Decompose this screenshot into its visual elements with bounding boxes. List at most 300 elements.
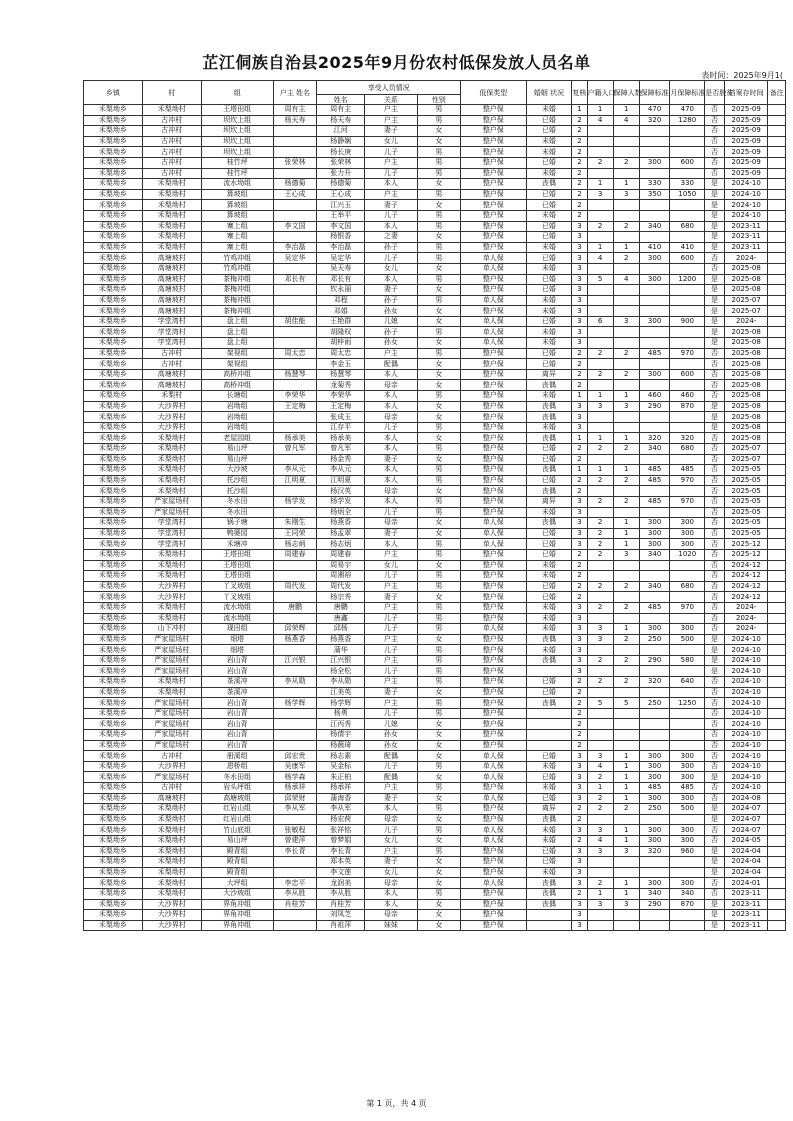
table-row bbox=[84, 867, 786, 878]
table-cell: 茶梅冲组 bbox=[201, 274, 273, 285]
table-cell: 冬水田 bbox=[201, 496, 273, 507]
table-cell bbox=[613, 412, 639, 423]
table-cell: 杨学森 bbox=[273, 772, 317, 783]
table-cell: 1 bbox=[613, 835, 639, 846]
table-cell: 男 bbox=[417, 539, 461, 550]
table-cell bbox=[768, 698, 786, 709]
table-cell: 否 bbox=[705, 348, 725, 359]
table-cell: 儿子 bbox=[365, 147, 417, 158]
table-cell: 2 bbox=[587, 804, 613, 815]
table-cell bbox=[768, 878, 786, 889]
table-cell: 1020 bbox=[670, 549, 705, 560]
table-cell bbox=[670, 454, 705, 465]
table-cell: 2025-08 bbox=[724, 348, 768, 359]
table-cell: 严家屋场村 bbox=[142, 730, 201, 741]
table-cell: 母亲 bbox=[365, 412, 417, 423]
table-cell bbox=[639, 200, 670, 211]
table-cell: 儿子 bbox=[365, 253, 417, 264]
table-row bbox=[84, 751, 786, 762]
table-cell: 2 bbox=[587, 528, 613, 539]
table-row bbox=[84, 422, 786, 433]
table-cell: 恩桥组 bbox=[201, 761, 273, 772]
table-cell: 2 bbox=[587, 496, 613, 507]
table-cell bbox=[613, 571, 639, 582]
table-cell: 2024-07 bbox=[724, 825, 768, 836]
table-cell bbox=[670, 719, 705, 730]
table-cell bbox=[273, 168, 317, 179]
table-cell: 大沙界村 bbox=[142, 581, 201, 592]
table-cell: 870 bbox=[670, 899, 705, 910]
table-cell: 3 bbox=[572, 624, 587, 635]
table-cell bbox=[587, 380, 613, 391]
table-cell: 1 bbox=[613, 793, 639, 804]
table-cell: 肖祖萍 bbox=[317, 920, 365, 931]
table-cell: 整户保 bbox=[461, 560, 526, 571]
table-cell: 单人保 bbox=[461, 539, 526, 550]
table-cell: 男 bbox=[417, 168, 461, 179]
table-cell: 340 bbox=[639, 549, 670, 560]
header-standard: 保障标准 bbox=[639, 81, 670, 105]
table-cell bbox=[768, 560, 786, 571]
table-cell bbox=[639, 571, 670, 582]
table-cell: 易山坪 bbox=[201, 444, 273, 455]
table-cell: 坝坎上组 bbox=[201, 126, 273, 137]
table-cell bbox=[273, 486, 317, 497]
roster-table bbox=[83, 80, 786, 931]
table-cell: 禾梨坳乡 bbox=[84, 899, 143, 910]
table-cell bbox=[768, 221, 786, 232]
table-cell: 未婚 bbox=[526, 825, 572, 836]
table-cell: 离异 bbox=[526, 369, 572, 380]
table-cell: 禾梨坳乡 bbox=[84, 624, 143, 635]
table-cell: 高塘坡村 bbox=[142, 253, 201, 264]
table-cell bbox=[639, 867, 670, 878]
table-cell: 本人 bbox=[365, 539, 417, 550]
table-cell: 整户保 bbox=[461, 444, 526, 455]
table-cell: 男 bbox=[417, 105, 461, 116]
table-cell: 李从勋 bbox=[273, 677, 317, 688]
table-cell: 母亲 bbox=[365, 814, 417, 825]
table-cell bbox=[273, 560, 317, 571]
table-cell: 3 bbox=[587, 846, 613, 857]
table-row bbox=[84, 359, 786, 370]
table-cell: 1200 bbox=[670, 274, 705, 285]
table-cell bbox=[273, 327, 317, 338]
table-cell: 整户保 bbox=[461, 687, 526, 698]
table-cell: 2025-08 bbox=[724, 433, 768, 444]
table-cell: 2 bbox=[572, 444, 587, 455]
table-cell: 4 bbox=[587, 115, 613, 126]
table-cell: 禾梨坳乡 bbox=[84, 793, 143, 804]
table-cell: 孙女 bbox=[365, 306, 417, 317]
table-cell: 本人 bbox=[365, 496, 417, 507]
table-cell: 1 bbox=[613, 433, 639, 444]
table-cell: 否 bbox=[705, 613, 725, 624]
table-cell: 禾梨坳乡 bbox=[84, 348, 143, 359]
table-cell: 已婚 bbox=[526, 221, 572, 232]
table-cell: 单人保 bbox=[461, 263, 526, 274]
table-cell: 配偶 bbox=[365, 772, 417, 783]
table-cell: 整户保 bbox=[461, 507, 526, 518]
table-cell: 孙女 bbox=[365, 730, 417, 741]
table-cell bbox=[613, 126, 639, 137]
table-cell: 2023-11 bbox=[724, 910, 768, 921]
table-cell: 2024-10 bbox=[724, 210, 768, 221]
table-row bbox=[84, 253, 786, 264]
table-cell: 单人保 bbox=[461, 338, 526, 349]
table-cell: 否 bbox=[705, 369, 725, 380]
table-row bbox=[84, 232, 786, 243]
table-cell: 吴天寿 bbox=[317, 263, 365, 274]
table-cell: 未婚 bbox=[526, 306, 572, 317]
table-cell: 周湘裕 bbox=[317, 571, 365, 582]
table-cell: 2024-10 bbox=[724, 708, 768, 719]
table-cell: 2025-08 bbox=[724, 369, 768, 380]
table-row bbox=[84, 380, 786, 391]
table-cell: 3 bbox=[572, 867, 587, 878]
table-cell: 禾梨坳乡 bbox=[84, 200, 143, 211]
table-cell: 禾梨坳村 bbox=[142, 878, 201, 889]
table-cell bbox=[613, 740, 639, 751]
table-cell: 1 bbox=[613, 179, 639, 190]
table-cell: 2024-10 bbox=[724, 655, 768, 666]
table-cell: 邱宏贵 bbox=[273, 751, 317, 762]
table-cell: 整户保 bbox=[461, 274, 526, 285]
table-cell bbox=[768, 475, 786, 486]
table-cell: 2 bbox=[613, 677, 639, 688]
table-cell: 否 bbox=[705, 560, 725, 571]
table-cell bbox=[670, 814, 705, 825]
table-cell: 2 bbox=[572, 592, 587, 603]
table-cell: 禾梨坳乡 bbox=[84, 708, 143, 719]
table-cell: 本人 bbox=[365, 899, 417, 910]
table-cell: 2 bbox=[587, 157, 613, 168]
table-cell: 2024-12 bbox=[724, 560, 768, 571]
table-cell: 否 bbox=[705, 168, 725, 179]
table-cell: 周有主 bbox=[317, 105, 365, 116]
table-cell: 3 bbox=[572, 666, 587, 677]
table-cell: 禾梨坳村 bbox=[142, 867, 201, 878]
table-cell: 1 bbox=[613, 242, 639, 253]
table-cell: 485 bbox=[670, 465, 705, 476]
table-cell bbox=[613, 136, 639, 147]
table-cell: 2025-08 bbox=[724, 327, 768, 338]
table-cell: 禾梨坳乡 bbox=[84, 592, 143, 603]
table-cell: 禾梨坳乡 bbox=[84, 677, 143, 688]
table-cell: 是 bbox=[705, 401, 725, 412]
table-cell: 3 bbox=[587, 899, 613, 910]
table-cell: 男 bbox=[417, 846, 461, 857]
table-cell: 岩头坪组 bbox=[201, 783, 273, 794]
table-cell: 李忠平 bbox=[273, 878, 317, 889]
table-cell: 3 bbox=[572, 306, 587, 317]
table-cell: 杨慧琴 bbox=[273, 369, 317, 380]
table-cell: 单人保 bbox=[461, 772, 526, 783]
table-cell bbox=[768, 910, 786, 921]
table-cell: 周代发 bbox=[273, 581, 317, 592]
table-cell: 2 bbox=[613, 369, 639, 380]
table-cell: 整户保 bbox=[461, 412, 526, 423]
table-cell: 禾梨坳村 bbox=[142, 846, 201, 857]
table-cell bbox=[613, 730, 639, 741]
table-cell: 竹山底组 bbox=[201, 825, 273, 836]
table-cell bbox=[273, 126, 317, 137]
table-cell: 960 bbox=[670, 846, 705, 857]
table-cell: 3 bbox=[572, 793, 587, 804]
table-cell: 男 bbox=[417, 804, 461, 815]
table-cell: 禾梨坳村 bbox=[142, 242, 201, 253]
table-cell: 李荣华 bbox=[317, 391, 365, 402]
table-cell: 孙子 bbox=[365, 242, 417, 253]
table-cell: 是 bbox=[705, 857, 725, 868]
table-cell bbox=[613, 232, 639, 243]
table-cell: 3 bbox=[572, 232, 587, 243]
table-cell bbox=[587, 338, 613, 349]
table-cell: 儿子 bbox=[365, 168, 417, 179]
table-cell: 2 bbox=[572, 719, 587, 730]
table-cell bbox=[273, 592, 317, 603]
table-cell: 男 bbox=[417, 677, 461, 688]
table-row bbox=[84, 857, 786, 868]
table-cell: 整户保 bbox=[461, 814, 526, 825]
table-cell: 吴定华 bbox=[317, 253, 365, 264]
table-cell: 李从胜 bbox=[273, 888, 317, 899]
table-cell: 1 bbox=[587, 433, 613, 444]
table-cell bbox=[768, 751, 786, 762]
table-cell: 张祥铭 bbox=[317, 825, 365, 836]
table-cell: 禾梨坳乡 bbox=[84, 740, 143, 751]
table-cell: 整户保 bbox=[461, 126, 526, 137]
table-cell: 2 bbox=[587, 518, 613, 529]
table-cell: 盘上组 bbox=[201, 338, 273, 349]
table-cell: 300 bbox=[639, 793, 670, 804]
table-cell: 女儿 bbox=[365, 560, 417, 571]
table-cell bbox=[613, 910, 639, 921]
table-cell: 3 bbox=[572, 645, 587, 656]
table-row bbox=[84, 475, 786, 486]
table-cell: 禾梨坳乡 bbox=[84, 295, 143, 306]
table-cell: 杨燕香 bbox=[317, 518, 365, 529]
table-cell: 320 bbox=[639, 433, 670, 444]
table-cell: 整户保 bbox=[461, 391, 526, 402]
table-cell: 刘凤芝 bbox=[317, 910, 365, 921]
table-row bbox=[84, 105, 786, 116]
table-cell: 户主 bbox=[365, 115, 417, 126]
table-cell bbox=[587, 910, 613, 921]
table-cell: 算坡组 bbox=[201, 189, 273, 200]
table-cell: 禾梨坳村 bbox=[142, 475, 201, 486]
table-cell: 2025-05 bbox=[724, 486, 768, 497]
table-cell: 禾梨坳乡 bbox=[84, 327, 143, 338]
table-cell: 禾梨坳乡 bbox=[84, 422, 143, 433]
table-cell: 300 bbox=[639, 751, 670, 762]
table-cell: 500 bbox=[670, 804, 705, 815]
table-cell: 2 bbox=[572, 200, 587, 211]
table-cell: 340 bbox=[670, 888, 705, 899]
table-cell: 单人保 bbox=[461, 295, 526, 306]
table-cell: 杨银香 bbox=[317, 232, 365, 243]
table-cell: 王艳群 bbox=[317, 316, 365, 327]
table-cell: 1 bbox=[613, 624, 639, 635]
table-cell bbox=[670, 306, 705, 317]
table-cell: 李从军 bbox=[273, 804, 317, 815]
table-cell: 单人保 bbox=[461, 751, 526, 762]
table-cell: 是 bbox=[705, 910, 725, 921]
header-gender: 性别 bbox=[417, 95, 461, 105]
table-cell bbox=[670, 232, 705, 243]
table-cell: 300 bbox=[639, 878, 670, 889]
table-cell: 2 bbox=[587, 602, 613, 613]
table-cell: 3 bbox=[587, 825, 613, 836]
table-cell: 胡佳能 bbox=[273, 316, 317, 327]
table-cell: 儿媳 bbox=[365, 316, 417, 327]
table-cell: 2 bbox=[587, 793, 613, 804]
table-cell: 1250 bbox=[670, 698, 705, 709]
table-cell bbox=[587, 147, 613, 158]
table-cell: 2 bbox=[587, 539, 613, 550]
table-cell bbox=[768, 783, 786, 794]
table-cell: 3 bbox=[572, 412, 587, 423]
table-cell: 2024-12 bbox=[724, 581, 768, 592]
table-cell: 2023-11 bbox=[724, 899, 768, 910]
table-cell bbox=[273, 920, 317, 931]
table-cell bbox=[768, 285, 786, 296]
table-cell: 整户保 bbox=[461, 105, 526, 116]
table-cell: 单人保 bbox=[461, 825, 526, 836]
table-cell: 350 bbox=[639, 189, 670, 200]
table-cell bbox=[587, 126, 613, 137]
table-cell: 否 bbox=[705, 581, 725, 592]
table-cell bbox=[768, 274, 786, 285]
table-cell: 整户保 bbox=[461, 179, 526, 190]
table-cell bbox=[639, 295, 670, 306]
table-cell: 未婚 bbox=[526, 867, 572, 878]
table-cell: 2 bbox=[572, 804, 587, 815]
table-cell: 2024- bbox=[724, 253, 768, 264]
table-cell: 架视组 bbox=[201, 359, 273, 370]
table-cell: 已婚 bbox=[526, 348, 572, 359]
table-cell: 2025-05 bbox=[724, 465, 768, 476]
table-cell: 古冲村 bbox=[142, 783, 201, 794]
table-cell: 是 bbox=[705, 804, 725, 815]
table-cell: 整户保 bbox=[461, 136, 526, 147]
table-cell bbox=[670, 740, 705, 751]
table-cell: 红岩山组 bbox=[201, 814, 273, 825]
table-cell bbox=[587, 708, 613, 719]
table-cell: 300 bbox=[670, 835, 705, 846]
table-cell: 2023-11 bbox=[724, 242, 768, 253]
table-cell: 3 bbox=[587, 624, 613, 635]
table-cell: 大沙界村 bbox=[142, 412, 201, 423]
table-cell: 3 bbox=[572, 338, 587, 349]
table-cell: 485 bbox=[670, 783, 705, 794]
table-cell: 是 bbox=[705, 210, 725, 221]
table-cell: 250 bbox=[639, 634, 670, 645]
table-cell: 杨学发 bbox=[273, 496, 317, 507]
table-cell: 丫叉坡组 bbox=[201, 592, 273, 603]
table-cell: 2025-12 bbox=[724, 549, 768, 560]
table-cell: 男 bbox=[417, 444, 461, 455]
header-monthly: 月保障标准 bbox=[670, 81, 705, 105]
table-cell: 禾梨坳村 bbox=[142, 433, 201, 444]
table-cell: 2 bbox=[572, 189, 587, 200]
table-cell: 2024-10 bbox=[724, 783, 768, 794]
table-cell bbox=[768, 179, 786, 190]
table-cell: 300 bbox=[670, 528, 705, 539]
table-cell: 杨长庚 bbox=[317, 147, 365, 158]
table-cell: 已婚 bbox=[526, 115, 572, 126]
table-cell: 李从勋 bbox=[317, 677, 365, 688]
table-cell bbox=[639, 210, 670, 221]
table-cell: 整户保 bbox=[461, 242, 526, 253]
table-cell: 否 bbox=[705, 486, 725, 497]
table-cell: 3 bbox=[613, 846, 639, 857]
table-cell: 王举平 bbox=[317, 210, 365, 221]
table-cell: 王定梅 bbox=[317, 401, 365, 412]
table-cell: 整户保 bbox=[461, 549, 526, 560]
table-cell: 周太忠 bbox=[273, 348, 317, 359]
table-cell: 3 bbox=[572, 528, 587, 539]
table-cell: 1 bbox=[613, 518, 639, 529]
table-cell: 禾梨坳乡 bbox=[84, 539, 143, 550]
table-cell: 已婚 bbox=[526, 549, 572, 560]
table-cell: 3 bbox=[572, 253, 587, 264]
table-cell bbox=[613, 200, 639, 211]
table-cell bbox=[613, 920, 639, 931]
table-cell: 是 bbox=[705, 200, 725, 211]
table-cell bbox=[639, 560, 670, 571]
table-cell: 茶梅冲组 bbox=[201, 306, 273, 317]
table-cell: 已婚 bbox=[526, 539, 572, 550]
table-row bbox=[84, 666, 786, 677]
table-cell: 学堂湾村 bbox=[142, 518, 201, 529]
table-cell: 禾梨坳乡 bbox=[84, 730, 143, 741]
table-cell: 整户保 bbox=[461, 666, 526, 677]
table-cell: 单人保 bbox=[461, 878, 526, 889]
table-cell: 2025-08 bbox=[724, 274, 768, 285]
table-cell: 1 bbox=[572, 391, 587, 402]
table-cell: 整户保 bbox=[461, 581, 526, 592]
header-type: 低保类型 bbox=[461, 81, 526, 105]
table-cell: 6 bbox=[587, 316, 613, 327]
table-cell: 3 bbox=[572, 518, 587, 529]
table-cell: 丧偶 bbox=[526, 698, 572, 709]
table-cell bbox=[639, 285, 670, 296]
table-cell: 禾梨坳乡 bbox=[84, 613, 143, 624]
table-cell: 丧偶 bbox=[526, 634, 572, 645]
table-cell: 孙子 bbox=[365, 327, 417, 338]
table-cell: 2 bbox=[613, 634, 639, 645]
table-cell: 禾梨坳乡 bbox=[84, 147, 143, 158]
table-cell: 禾梨坳乡 bbox=[84, 210, 143, 221]
table-cell bbox=[670, 412, 705, 423]
table-cell: 330 bbox=[639, 179, 670, 190]
table-cell: 2024-10 bbox=[724, 698, 768, 709]
table-cell: 340 bbox=[639, 444, 670, 455]
table-row bbox=[84, 115, 786, 126]
table-cell: 本人 bbox=[365, 274, 417, 285]
table-cell: 高桥冲组 bbox=[201, 380, 273, 391]
table-cell bbox=[587, 285, 613, 296]
table-cell: 2025-07 bbox=[724, 444, 768, 455]
table-cell: 2 bbox=[572, 814, 587, 825]
page-title: 芷江侗族自治县2025年9月份农村低保发放人员名单 bbox=[202, 53, 591, 72]
table-cell bbox=[639, 232, 670, 243]
table-cell: 江明夏 bbox=[317, 475, 365, 486]
table-cell: 丫叉坡组 bbox=[201, 581, 273, 592]
header-name: 姓名 bbox=[317, 95, 365, 105]
table-cell: 女 bbox=[417, 740, 461, 751]
